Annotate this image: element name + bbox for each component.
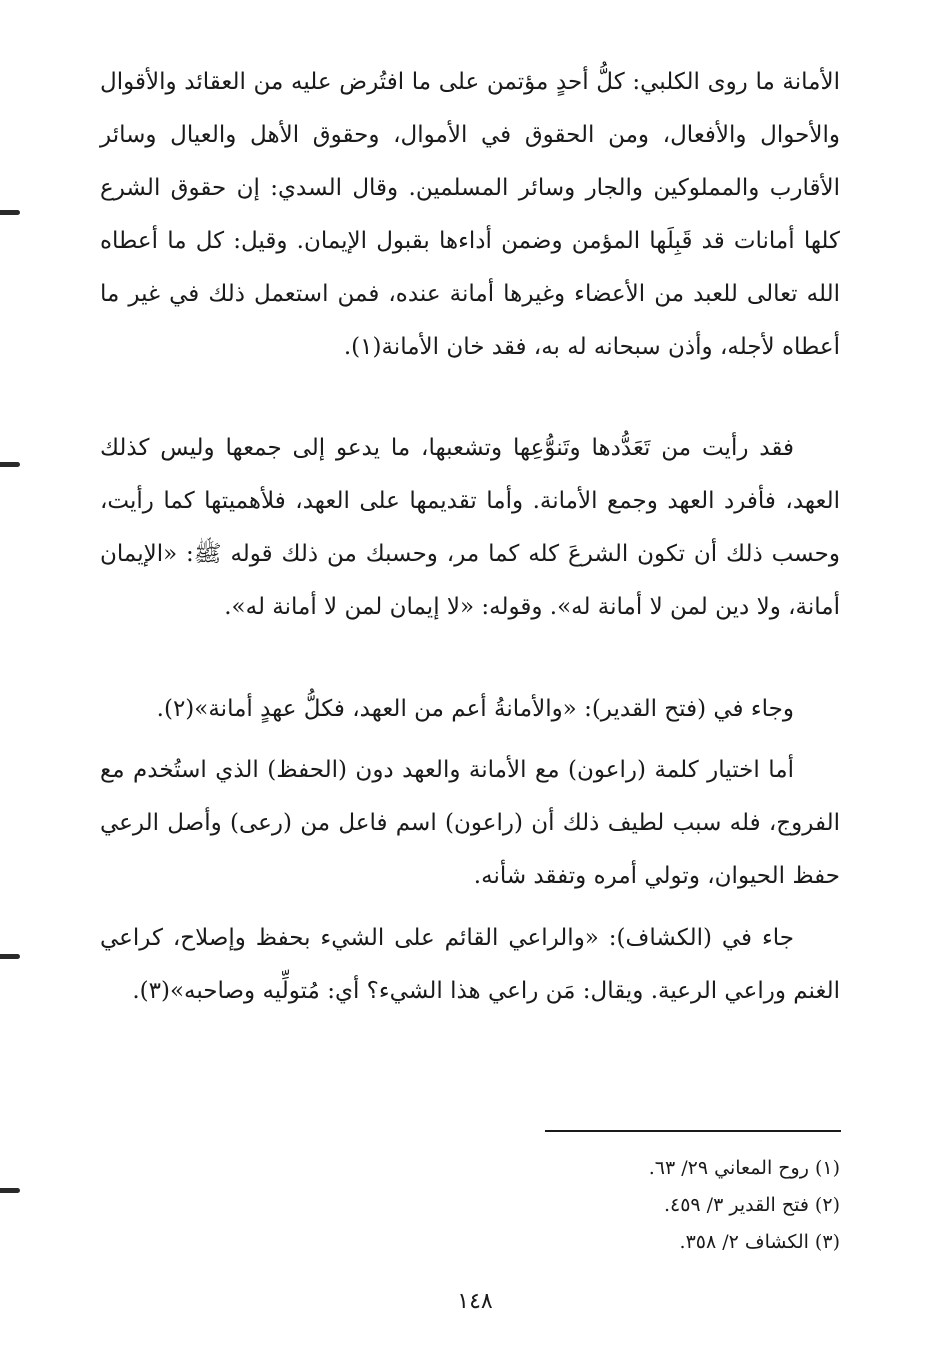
paragraph-2-block xyxy=(100,422,840,634)
paragraph-3-block xyxy=(100,683,840,736)
scan-edge-mark xyxy=(0,954,20,959)
paragraph-5-block xyxy=(100,912,840,1018)
paragraph-1: الأمانة ما روى الكلبي: كلُّ أحدٍ مؤتمن على ما افتُرض عليه من العقائد والأقوال والأحوال والأفعال، ومن الحقوق في الأموال، وحقوق الأهل والعيال وسائر الأقارب والمملوكين والجار وسائر المسلمين. وقال السدي: إن حقوق الشرع كلها أمانات قد قَبِلَها المؤمن وضمن أداءها بقبول الإيمان. وقيل: كل ما أعطاه الله تعالى للعبد من الأعضاء وغيرها أمانة عنده، فمن استعمل ذلك في غير ما أعطاه لأجله، وأذن سبحانه له به، فقد خان الأمانة(١). xyxy=(100,69,840,360)
paragraph-5: جاء في (الكشاف): «والراعي القائم على الشيء بحفظ وإصلاح، كراعي الغنم وراعي الرعية. ويقال: مَن راعي هذا الشيء؟ أي: مُتولِّيه وصاحبه»(٣). xyxy=(100,925,840,1004)
page-number: ١٤٨ xyxy=(457,1289,493,1314)
paragraph-3: وجاء في (فتح القدير): «والأمانةُ أعم من العهد، فكلُّ عهدٍ أمانة»(٢). xyxy=(156,696,794,722)
footnotes xyxy=(100,1150,840,1261)
paragraph-4: أما اختيار كلمة (راعون) مع الأمانة والعهد دون (الحفظ) الذي استُخدم مع الفروج، فله سبب لطيف ذلك أن (راعون) اسم فاعل من (رعى) وأصل الرعي حفظ الحيوان، وتولي أمره وتفقد شأنه. xyxy=(100,757,840,889)
scan-edge-mark xyxy=(0,210,20,215)
paragraph-4-block xyxy=(100,744,840,903)
footnote-2: (٢) فتح القدير ٣/ ٤٥٩. xyxy=(663,1194,840,1216)
scan-edge-mark xyxy=(0,1188,20,1193)
paragraph-1-block xyxy=(100,56,840,374)
scan-edge-mark xyxy=(0,462,20,467)
footnote-1: (١) روح المعاني ٢٩/ ٦٣. xyxy=(648,1157,840,1179)
footnote-separator xyxy=(545,1130,841,1132)
paragraph-2: فقد رأيت من تَعَدُّدها وتَنوُّعِها وتشعبها، ما يدعو إلى جمعها وليس كذلك العهد، فأفرد العهد وجمع الأمانة. وأما تقديمها على العهد، فلأهميتها كما رأيت، وحسب ذلك أن تكون الشرعَ كله كما مر، وحسبك من ذلك قوله ﷺ: «الإيمان أمانة، ولا دين لمن لا أمانة له». وقوله: «لا إيمان لمن لا أمانة له». xyxy=(100,435,840,620)
footnote-3: (٣) الكشاف ٢/ ٣٥٨. xyxy=(679,1231,840,1253)
